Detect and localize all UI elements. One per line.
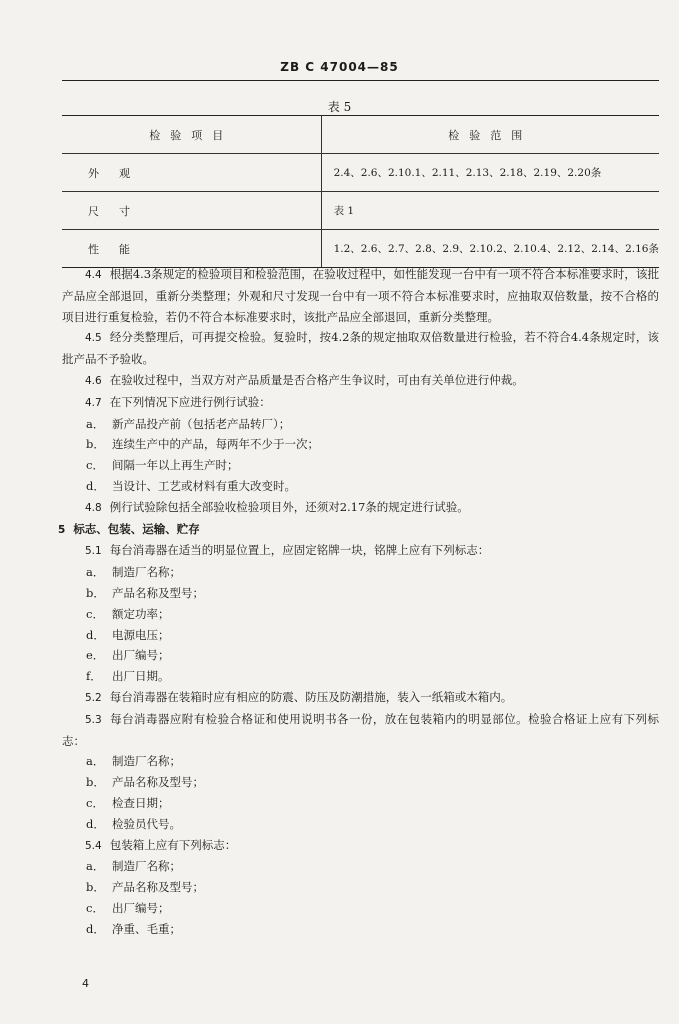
table-cell-range: 1.2、2.6、2.7、2.8、2.9、2.10.2、2.10.4、2.12、2.14、2.16条 (321, 230, 659, 268)
list-text: 检查日期； (112, 795, 170, 810)
list-item (62, 434, 659, 455)
list-text: 出厂日期。 (112, 669, 170, 684)
list-marker: d． (86, 627, 105, 642)
clause-text: 每台消毒器在适当的明显位置上，应固定铭牌一块，铭牌上应有下列标志： (109, 543, 490, 558)
list-item (62, 455, 659, 476)
table-row (62, 192, 659, 230)
clause-4-6 (62, 370, 659, 392)
list-item (62, 793, 659, 814)
clause-number: 5.1 (85, 545, 102, 558)
list-item (62, 877, 659, 898)
list-item (62, 414, 659, 435)
list-text: 间隔一年以上再生产时； (112, 458, 239, 473)
clause-number: 4.8 (85, 501, 102, 514)
section-number: 5 (58, 523, 66, 536)
section-heading-5 (58, 519, 659, 541)
clause-number: 4.4 (85, 269, 102, 281)
list-text: 出厂编号； (112, 900, 170, 915)
clause-text: 根据4.3条规定的检验项目和检验范围，在验收过程中，如性能发现一台中有一项不符合本标准要求时，该批产品应全部退回，重新分类整理；外观和尺寸发现一台中有一项不符合本标准要求时，应抽取双倍数量，按不合格的项目进行重复检验，若仍不符合本标准要求时，该批产品应全部退回，重新分类整理。 (62, 267, 659, 324)
clause-number: 4.7 (85, 396, 102, 409)
list-marker: c． (86, 606, 104, 621)
list-text: 产品名称及型号； (112, 775, 204, 790)
clause-number: 4.6 (85, 374, 102, 387)
clause-number: 5.4 (85, 839, 102, 852)
clause-text: 经分类整理后，可再提交检验。复验时，按4.2条的规定抽取双倍数量进行检验，若不符合4.4条规定时，该批产品不予验收。 (62, 330, 659, 367)
list-text: 产品名称及型号； (112, 585, 204, 600)
clause-text: 包装箱上应有下列标志： (109, 837, 237, 852)
document-code: ZB C 47004—85 (280, 60, 399, 74)
list-marker: b． (86, 880, 105, 895)
clause-text: 每台消毒器在装箱时应有相应的防震、防压及防潮措施，装入一纸箱或木箱内。 (109, 689, 513, 704)
table-cell-item: 性能 (62, 230, 321, 268)
list-item (62, 772, 659, 793)
clause-number: 4.5 (85, 332, 102, 345)
list-item (62, 604, 659, 625)
list-marker: f． (86, 669, 102, 684)
list-text: 净重、毛重； (112, 921, 181, 936)
table-row (62, 154, 659, 192)
list-text: 产品名称及型号； (112, 880, 204, 895)
list-text: 出厂编号； (112, 648, 170, 663)
table-caption: 表 5 (327, 100, 352, 114)
list-marker: b． (86, 775, 105, 790)
list-marker: d． (86, 921, 105, 936)
list-text: 当设计、工艺或材料有重大改变时。 (112, 478, 296, 493)
table-cell-item: 尺寸 (62, 192, 321, 230)
list-item (62, 898, 659, 919)
clause-text: 例行试验除包括全部验收检验项目外，还须对2.17条的规定进行试验。 (109, 499, 469, 514)
list-item (62, 919, 659, 940)
clause-5-3 (62, 709, 659, 752)
section-title: 标志、包装、运输、贮存 (73, 521, 200, 536)
page-number: 4 (82, 977, 89, 990)
list-marker: e． (86, 648, 105, 663)
clause-text: 在验收过程中，当双方对产品质量是否合格产生争议时，可由有关单位进行仲裁。 (109, 372, 524, 387)
list-text: 制造厂名称； (112, 859, 181, 874)
list-text: 制造厂名称； (112, 565, 181, 580)
list-item (62, 666, 659, 687)
clause-number: 5.3 (85, 713, 102, 726)
clause-4-8 (62, 497, 659, 519)
list-text: 连续生产中的产品，每两年不少于一次； (112, 437, 319, 452)
list-item (62, 625, 659, 646)
clause-5-2 (62, 687, 659, 709)
table-cell-item: 外观 (62, 154, 321, 192)
document-body (58, 264, 659, 940)
table-cell-range: 2.4、2.6、2.10.1、2.11、2.13、2.18、2.19、2.20条 (321, 154, 659, 192)
list-text: 制造厂名称； (112, 754, 181, 769)
list-marker: a． (86, 754, 105, 769)
clause-5-1 (62, 540, 659, 562)
list-text: 检验员代号。 (112, 816, 181, 831)
list-item (62, 645, 659, 666)
list-marker: a． (86, 565, 105, 580)
list-marker: a． (86, 416, 105, 431)
list-item (62, 751, 659, 772)
clause-text: 每台消毒器应附有检验合格证和使用说明书各一份，放在包装箱内的明显部位。检验合格证上应有下列标志： (62, 711, 659, 748)
list-marker: c． (86, 795, 104, 810)
table-row (62, 230, 659, 268)
clause-text: 在下列情况下应进行例行试验： (109, 394, 271, 409)
list-marker: c． (86, 900, 104, 915)
header-range: 检验范围 (321, 116, 659, 154)
list-marker: d． (86, 816, 105, 831)
list-item (62, 856, 659, 877)
list-marker: b． (86, 585, 105, 600)
clause-4-4 (62, 264, 659, 327)
list-text: 电源电压； (112, 627, 170, 642)
list-marker: b． (86, 437, 105, 452)
list-item (62, 476, 659, 497)
list-item (62, 562, 659, 583)
table-header-row (62, 116, 659, 154)
clause-number: 5.2 (85, 691, 102, 704)
clause-4-5 (62, 327, 659, 370)
list-marker: c． (86, 458, 104, 473)
clause-4-7 (62, 392, 659, 414)
list-item (62, 814, 659, 835)
inspection-table (62, 116, 659, 268)
list-item (62, 583, 659, 604)
header-rule (62, 80, 659, 81)
list-marker: a． (86, 859, 105, 874)
table-cell-range: 表 1 (321, 192, 659, 230)
list-text: 新产品投产前（包括老产品转厂）； (112, 416, 291, 431)
list-marker: d． (86, 478, 105, 493)
clause-5-4 (62, 835, 659, 857)
header-item: 检验项目 (62, 116, 321, 154)
list-text: 额定功率； (112, 606, 170, 621)
